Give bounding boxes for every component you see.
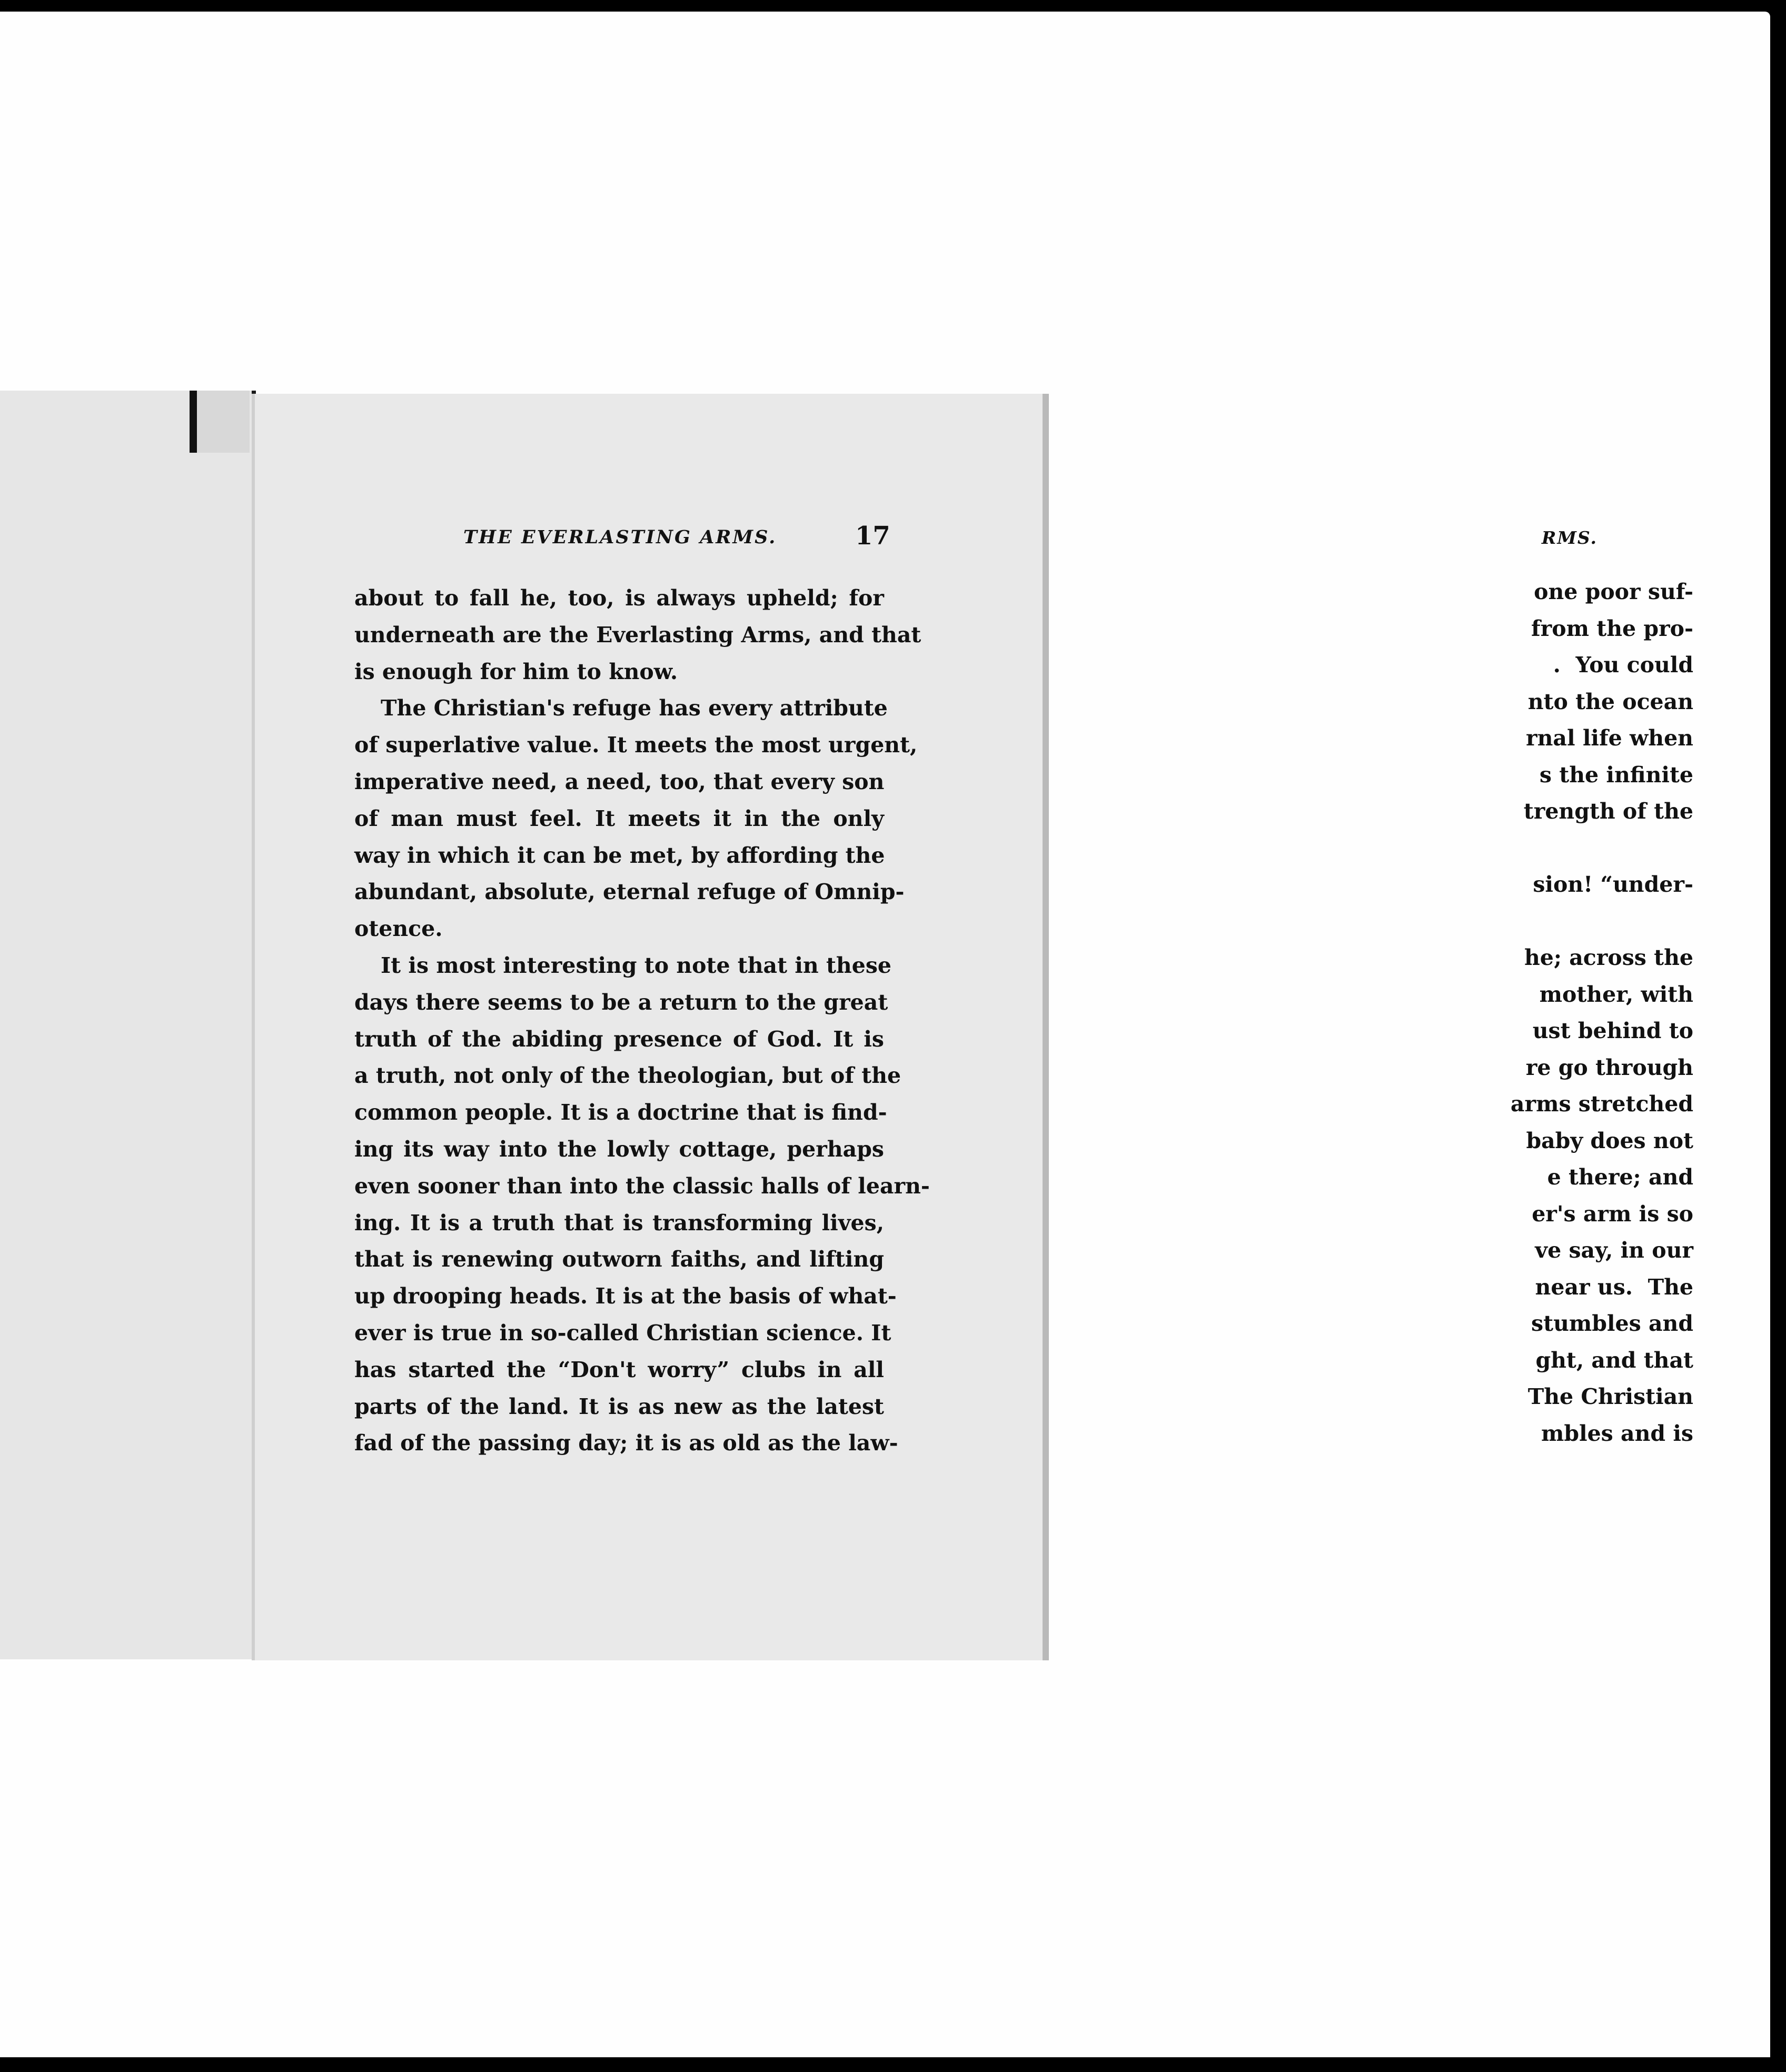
left-text-line: re go through [1525,1054,1693,1080]
text-line: underneath are the Everlasting Arms, and that [354,622,921,647]
left-text-line: mbles and is [1541,1420,1693,1446]
left-text-line: baby does not [1526,1128,1693,1153]
left-text-line: stumbles and [1531,1311,1693,1336]
left-text-line: The Christian [1527,1384,1693,1409]
text-line: ing. It is a truth that is transforming lives, [354,1210,884,1236]
text-line: a truth, not only of the theologian, but of the [354,1063,901,1089]
text-line: ever is true in so-called Christian science. It [354,1320,891,1346]
left-text-line: one poor suf- [1534,579,1693,604]
text-line: that is renewing outworn faiths, and lifting [354,1247,884,1272]
text-line: ing its way into the lowly cottage, perhaps [354,1136,884,1162]
left-text-line [1511,830,1693,867]
text-line: up drooping heads. It is at the basis of what- [354,1283,897,1309]
left-text-line: near us. The [1535,1274,1693,1300]
text-line: is enough for him to know. [354,659,678,684]
text-line: fad of the passing day; it is as old as the law- [354,1430,898,1456]
text-line: way in which it can be met, by affording the [354,842,885,868]
text-line: The Christian's refuge has every attribute [381,695,888,721]
text-line: even sooner than into the classic halls of learn- [354,1173,930,1199]
text-line: about to fall he, too, is always upheld; for [354,585,884,611]
left-text-line: e there; and [1547,1164,1693,1190]
left-text-line: trength of the [1523,799,1693,824]
left-text-line: mother, with [1539,981,1693,1007]
left-page [0,391,256,1659]
text-line: otence. [354,916,443,942]
page-number: 17 [855,521,890,551]
left-text-line: er's arm is so [1532,1201,1693,1227]
text-line: parts of the land. It is as new as the latest [354,1393,884,1419]
running-head: THE EVERLASTING ARMS. [463,526,777,548]
left-text-line [1511,903,1693,940]
text-line: days there seems to be a return to the great [354,989,888,1015]
left-text-line: he; across the [1524,945,1693,970]
left-text-line: s the infinite [1539,762,1693,788]
binding-tab [190,391,250,453]
text-line: It is most interesting to note that in these [381,952,891,978]
left-text-line: nto the ocean [1527,689,1693,714]
left-page-text [1511,574,1693,1452]
text-line: abundant, absolute, eternal refuge of Omnip- [354,879,905,905]
text-line: truth of the abiding presence of God. It is [354,1026,884,1052]
left-text-line: ve say, in our [1535,1238,1693,1263]
left-text-line: . You could [1553,652,1693,678]
left-text-line: sion! “under- [1533,872,1693,897]
text-line: has started the “Don't worry” clubs in all [354,1357,884,1382]
left-text-line: ust behind to [1532,1018,1693,1043]
body-text [354,580,930,1462]
left-text-line: rnal life when [1526,725,1693,751]
left-text-line: from the pro- [1531,615,1693,641]
left-running-head: RMS. [1541,527,1598,548]
text-line: common people. It is a doctrine that is find- [354,1100,887,1125]
text-line: imperative need, a need, too, that every son [354,769,885,794]
text-line: of man must feel. It meets it in the only [354,805,884,831]
text-line: of superlative value. It meets the most urgent, [354,732,918,758]
left-text-line: arms stretched [1510,1091,1693,1117]
left-text-line: ght, and that [1535,1347,1693,1373]
